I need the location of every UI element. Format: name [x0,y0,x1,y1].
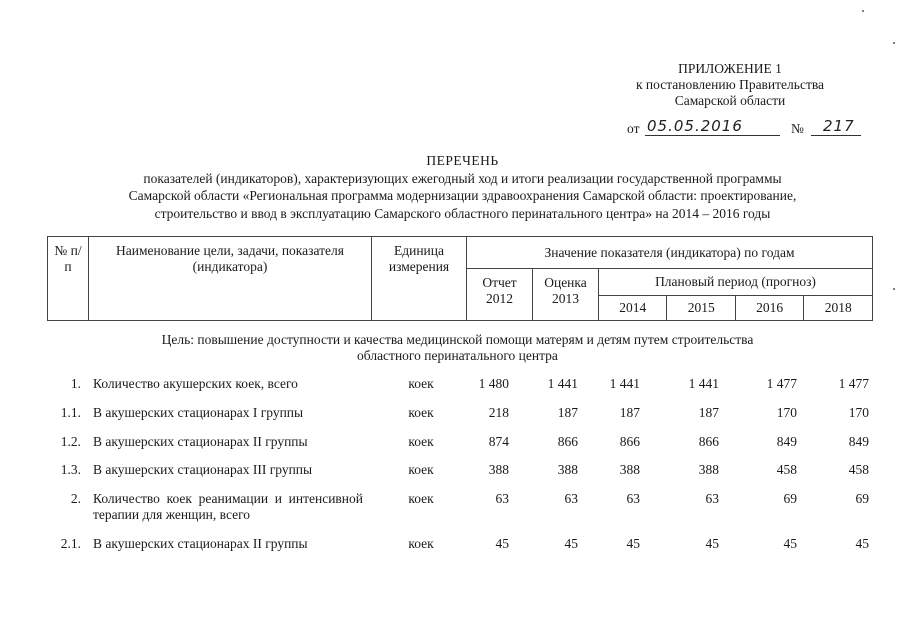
goal-statement [90,332,825,364]
row-value: 388 [557,462,578,477]
scan-speck [893,288,895,290]
handwritten-number: 217 [823,117,855,135]
row-value: 170 [776,405,797,420]
row-number: 2.1. [60,536,81,551]
col-year-header: 2016 [735,296,803,321]
date-prefix: от [627,121,640,136]
row-unit: коек [408,462,434,477]
col-planned-header: Плановый период (прогноз) [599,269,873,296]
heading-line-3: строительство и ввод в эксплуатацию Самарского областного перинатального центра» на 2014 – 2016 годы [154,205,771,221]
goal-line-2: областного перинатального центра [357,348,558,363]
row-value: 63 [626,491,640,506]
col-num-header: № п/п [48,237,89,321]
row-value: 849 [776,434,797,449]
row-name: В акушерских стационарах III группы [93,462,313,477]
handwritten-date: 05.05.2016 [647,117,743,135]
row-value: 866 [698,434,719,449]
date-underline [645,135,780,136]
row-value: 1 477 [838,376,869,391]
row-number: 1. [70,376,81,391]
row-unit: коек [408,376,434,391]
scan-speck [862,10,864,12]
row-name: В акушерских стационарах I группы [93,405,304,420]
col-year-header: 2018 [804,296,873,321]
appendix-title: ПРИЛОЖЕНИЕ 1 [678,61,782,76]
appendix-block [600,61,860,109]
goal-line-1: Цель: повышение доступности и качества медицинской помощи матерям и детям путем строительства [161,332,754,347]
order-date-line [627,117,867,137]
row-value: 866 [619,434,640,449]
row-value: 1 480 [478,376,509,391]
row-value: 1 441 [688,376,719,391]
row-value: 69 [855,491,869,506]
heading-title: ПЕРЕЧЕНЬ [426,153,499,168]
row-value: 45 [626,536,640,551]
number-prefix: № [791,121,804,136]
row-unit: коек [408,434,434,449]
row-value: 45 [855,536,869,551]
row-value: 874 [488,434,509,449]
document-heading [40,152,885,222]
row-value: 45 [783,536,797,551]
row-unit: коек [408,536,434,551]
row-number: 1.3. [60,462,81,477]
row-number: 2. [70,491,81,506]
col-values-header: Значение показателя (индикатора) по годам [467,237,873,269]
indicators-table-header [47,236,873,321]
row-unit: коек [408,405,434,420]
row-value: 63 [705,491,719,506]
appendix-line-2: Самарской области [674,93,786,108]
row-value: 388 [619,462,640,477]
col-report-header: Отчет 2012 [467,269,533,321]
row-value: 45 [564,536,578,551]
row-value: 187 [557,405,578,420]
row-value: 1 441 [547,376,578,391]
row-value: 218 [488,405,509,420]
row-value: 187 [698,405,719,420]
heading-line-1: показателей (индикаторов), характеризующих ежегодный ход и итоги реализации государственной программы [143,170,782,186]
appendix-line-1: к постановлению Правительства [635,77,825,92]
row-value: 69 [783,491,797,506]
row-name: В акушерских стационарах II группы [93,536,308,551]
col-year-header: 2015 [667,296,735,321]
row-value: 187 [619,405,640,420]
row-number: 1.1. [60,405,81,420]
row-value: 170 [848,405,869,420]
row-value: 63 [495,491,509,506]
row-name: Количество коек реанимации и интенсивной терапии для женщин, всего [93,491,363,522]
col-year-header: 2014 [599,296,667,321]
row-name: В акушерских стационарах II группы [93,434,308,449]
col-unit-header: Единица измерения [372,237,467,321]
row-value: 388 [698,462,719,477]
row-value: 388 [488,462,509,477]
row-value: 458 [776,462,797,477]
row-number: 1.2. [60,434,81,449]
scan-speck [893,42,895,44]
row-value: 1 441 [609,376,640,391]
row-value: 866 [557,434,578,449]
col-estimate-header: Оценка 2013 [533,269,599,321]
row-value: 45 [495,536,509,551]
row-value: 63 [564,491,578,506]
col-name-header: Наименование цели, задачи, показателя (индикатора) [89,237,372,321]
row-value: 1 477 [766,376,797,391]
row-value: 458 [848,462,869,477]
row-value: 45 [705,536,719,551]
row-unit: коек [408,491,434,506]
heading-line-2: Самарской области «Региональная программа модернизации здравоохранения Самарской области: проектирование, [128,188,797,203]
row-name: Количество акушерских коек, всего [93,376,298,391]
row-value: 849 [848,434,869,449]
number-underline [811,135,861,136]
